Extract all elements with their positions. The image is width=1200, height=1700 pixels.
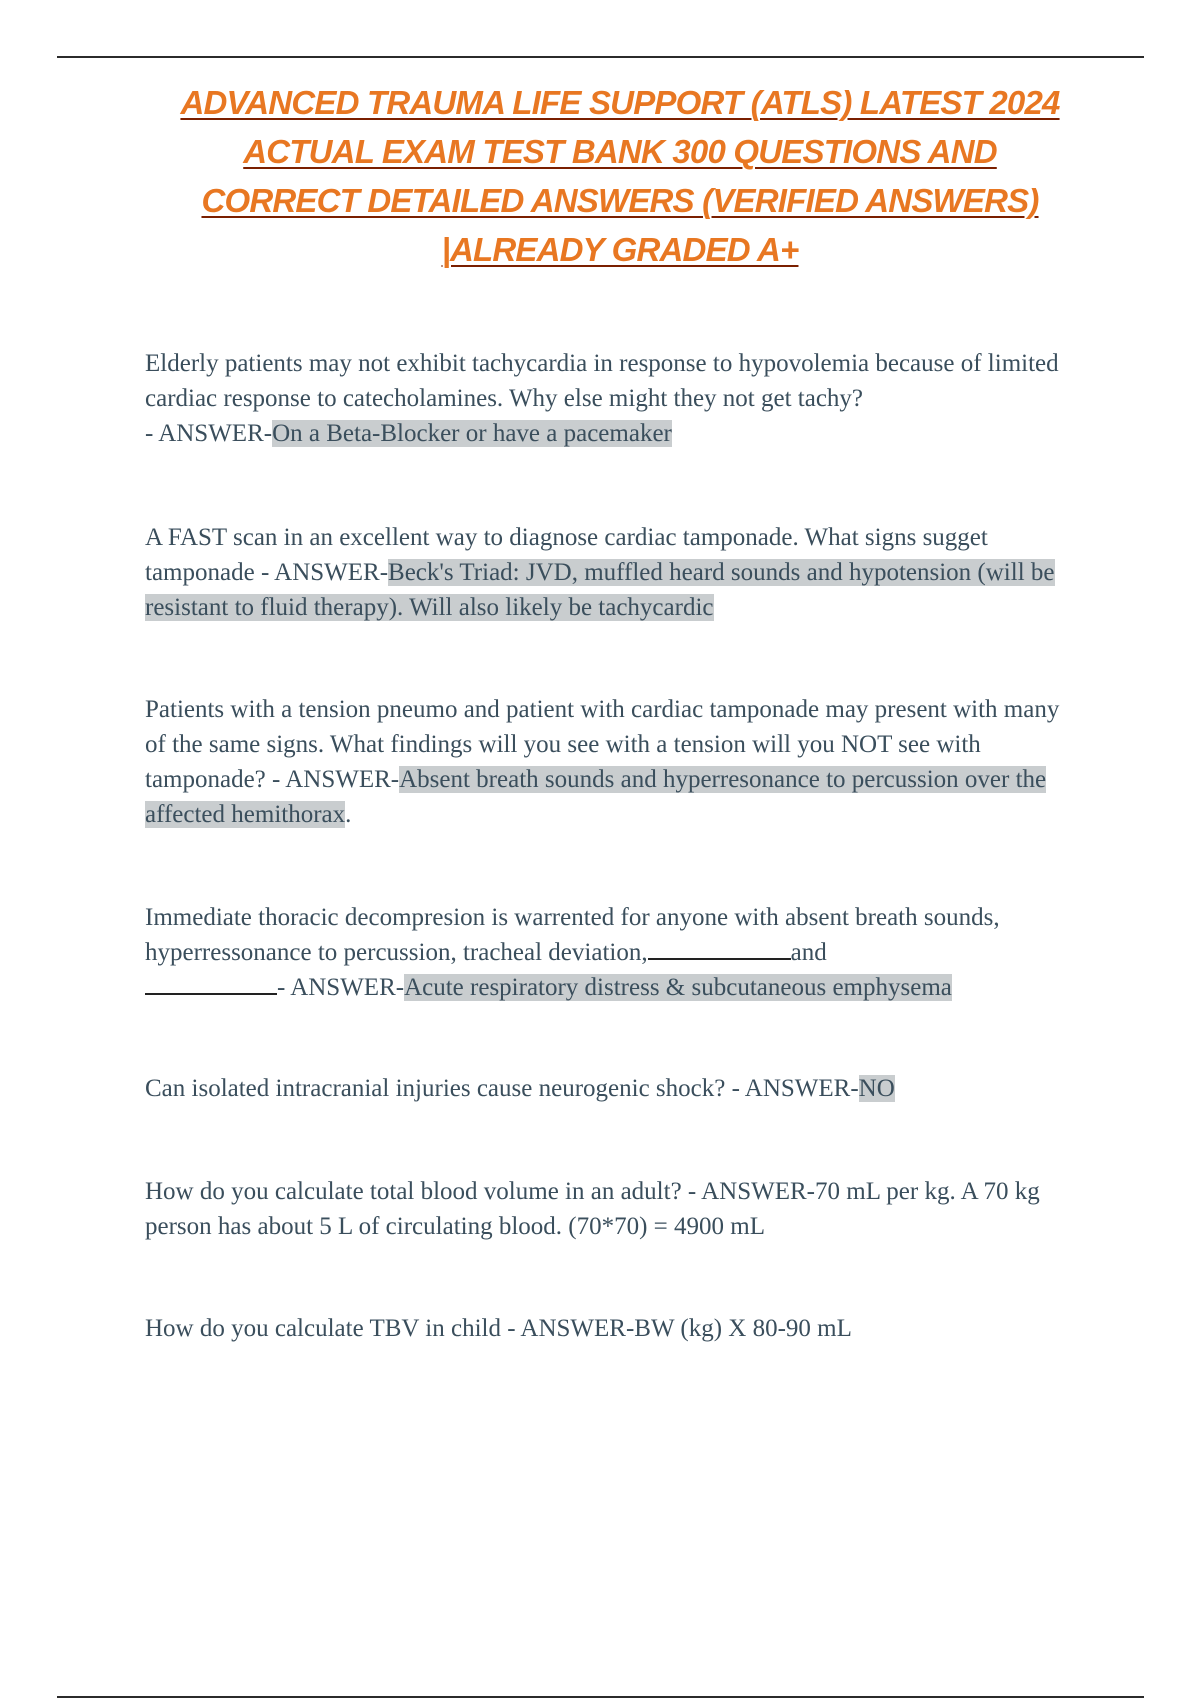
- qa-item: [145, 1174, 1080, 1244]
- qa-item: [145, 900, 1080, 1005]
- qa-item: [145, 520, 1080, 625]
- fill-blank: [145, 971, 277, 995]
- answer-text: NO: [858, 1075, 895, 1102]
- question-text: How do you calculate TBV in child: [145, 1315, 501, 1342]
- answer-text: BW (kg) X 80-90 mL: [634, 1315, 852, 1342]
- title-line: CORRECT DETAILED ANSWERS (VERIFIED ANSWERS): [201, 182, 1039, 219]
- qa-item: [145, 692, 1080, 832]
- answer-separator: - ANSWER-: [277, 974, 405, 1001]
- answer-text: On a Beta-Blocker or have a pacemaker: [272, 420, 672, 447]
- trailing-period: .: [345, 801, 352, 828]
- document-title: [110, 78, 1130, 274]
- answer-separator: - ANSWER-: [254, 559, 389, 586]
- question-text: Patients with a tension pneumo and patient with cardiac tamponade may present with many of the same signs. What findings will you see with a tension will you NOT see with tamponade?: [145, 696, 1060, 793]
- answer-text: Acute respiratory distress & subcutaneous emphysema: [404, 974, 952, 1001]
- answer-separator: - ANSWER-: [681, 1178, 815, 1205]
- bottom-rule: [57, 1696, 1144, 1698]
- answer-separator: - ANSWER-: [500, 1315, 635, 1342]
- top-rule: [57, 56, 1144, 58]
- title-line: ADVANCED TRAUMA LIFE SUPPORT (ATLS) LATEST 2024: [180, 84, 1060, 121]
- question-text: How do you calculate total blood volume in an adult?: [145, 1178, 682, 1205]
- question-text: A FAST scan in an excellent way to diagnose cardiac tamponade. What signs sugget tamponade: [145, 524, 988, 586]
- qa-item: [145, 1311, 1080, 1346]
- qa-item: [145, 1071, 1080, 1106]
- answer-separator: - ANSWER-: [725, 1075, 859, 1102]
- fill-blank: [648, 936, 791, 960]
- answer-separator: - ANSWER-: [145, 420, 273, 447]
- answer-text: Beck's Triad: JVD, muffled heard sounds and hypotension (will be resistant to fluid therapy). Will also likely be tachycardic: [145, 559, 1055, 621]
- answer-separator: - ANSWER-: [265, 766, 400, 793]
- answer-text: 70 mL per kg. A 70 kg person has about 5 L of circulating blood. (70*70) = 4900 mL: [145, 1178, 1040, 1240]
- qa-item: [145, 346, 1080, 451]
- question-text: Immediate thoracic decompresion is warrented for anyone with absent breath sounds, hyperressonance to percussion, tracheal deviation,: [145, 904, 1000, 966]
- question-text: Can isolated intracranial injuries cause neurogenic shock?: [145, 1075, 726, 1102]
- question-text-and: and: [790, 939, 827, 966]
- question-text: Elderly patients may not exhibit tachycardia in response to hypovolemia because of limited cardiac response to catecholamines. Why else might they not get tachy?: [145, 350, 1059, 412]
- title-line: ACTUAL EXAM TEST BANK 300 QUESTIONS AND: [243, 133, 997, 170]
- answer-text: Absent breath sounds and hyperresonance to percussion over the affected hemithorax: [145, 766, 1047, 828]
- title-line: |ALREADY GRADED A+: [441, 231, 799, 268]
